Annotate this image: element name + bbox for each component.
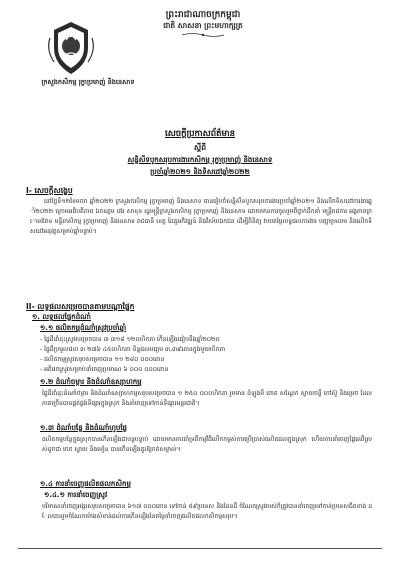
section-1-heading: I- សេចក្តីសង្ខេប: [26, 186, 73, 195]
title-line-2: ស្តីពី: [194, 143, 206, 152]
ministry-emblem-icon: [44, 18, 98, 78]
document-title: [110, 129, 290, 178]
subsection-1-2-paragraph: ផ្ទៃដីដាំដុះដំណាំចម្ការ និងដំណាំឧស្សាហកម្មសរុបសម្រេចបាន ១ ២៥០ ០០០ហិកតា រួមមាន ដំឡូងមី ពោត សណ្តែក ស្វាយចន្ទី កៅស៊ូ និងម្រេច ដែលភាគច្រើនបានផ្គត់ផ្គង់ទីផ្សារក្នុងស្រុក និងនាំចេញទៅកាន់ទីផ្សារអន្តរជាតិ។: [42, 390, 372, 407]
subsection-1-4-heading: ១.៤ ការនាំចេញផលិតផលកសិកម្ម: [40, 480, 131, 488]
ministry-name: ក្រសួងកសិកម្ម រុក្ខាប្រមាញ់ និងនេសាទ: [41, 78, 135, 86]
kingdom-heading: ព្រះរាជាណាចក្រកម្ពុជា: [165, 10, 241, 20]
bullet-item: - ផ្ទៃដីដាំដុះស្រូវសម្រេចបាន ៣ ៣១៨ ១២០ហិកតា កើនឡើងធៀបនឹងឆ្នាំ២០២០: [40, 336, 220, 343]
bullet-item: - អតិរេកស្រូវសម្រាប់នាំចេញប្រមាណ ៦ ០០០ ០០០តោន: [40, 366, 169, 373]
title-line-4: ប្រចាំឆ្នាំ២០២១ និងទិសដៅឆ្នាំ២០២២: [150, 168, 250, 176]
heading-ornament: [180, 32, 226, 38]
subsection-1-3-heading: ១.៣ ដំណាំបន្លែ និងដំណាំហូបផ្លែ: [40, 424, 128, 432]
subsection-1-heading: ១. លទ្ធផលផ្នែកដំណាំ: [32, 313, 91, 321]
title-line-1: សេចក្តីប្រកាសព័ត៌មាន: [165, 129, 235, 139]
section-2-heading: II- លទ្ធផលសម្រេចបានតាមបណ្តាផ្នែក: [26, 302, 135, 311]
national-motto: ជាតិ សាសនា ព្រះមហាក្សត្រ: [163, 21, 243, 30]
bullet-item: - ផលិតកម្មស្រូវសរុបសម្រេចបាន ១១ ២៨០ ០០០តោន: [40, 356, 165, 363]
footer-divider: [18, 548, 382, 549]
section-1-paragraph: នៅថ្ងៃទី១២ខែមករា ឆ្នាំ២០២២ ក្រសួងកសិកម្ម រុក្ខាប្រមាញ់ និងនេសាទ បានរៀបចំសន្និសីទបូកសរុបការងារប្រចាំឆ្នាំ២០២១ និងលើកទិសដៅការងារឆ្នាំ២០២២ ក្រោមអធិបតីភាព ឯកឧត្តម វេង សាខុន រដ្ឋមន្ត្រីក្រសួងកសិកម្ម រុក្ខាប្រមាញ់ និងនេសាទ ដោយមានការចូលរួមពីថ្នាក់ដឹកនាំ មន្ត្រីរាជការ អង្គភាពក្រោមឱវាទ មន្ទីរកសិកម្ម រុក្ខាប្រមាញ់ និងនេសាទ រាជធានី ខេត្ត ដៃគូអភិវឌ្ឍន៍ និងវិស័យឯកជន ដើម្បីពិនិត្យ វាយតម្លៃលទ្ធផលការងារ បញ្ហាប្រឈម និងលើកទិសដៅអនុវត្តសម្រាប់ឆ្នាំបន្ទាប់។: [30, 198, 372, 235]
subsection-1-1-heading: ១.១ ផលិតកម្មដំណាំស្រូវប្រចាំឆ្នាំ: [40, 324, 127, 332]
bullet-item: - ផ្ទៃដីប្រមូលផល ៣ ២៧៦ ៤៥០ហិកតា ទិន្នផលមធ្យម ៣,៣៩តោនក្នុងមួយហិកតា: [40, 346, 226, 353]
subsection-1-3-paragraph: ផលិតកម្មបន្លែក្នុងស្រុកបានកើនឡើងជាបន្តបន្ទាប់ ដោយមានការគាំទ្រពីកម្មវិធីលើកកម្ពស់ការប្រើប្រាស់ផលិតផលក្នុងស្រុក ហើយការនាំចេញផ្លែឈើស្រស់ដូចជា ចេក ស្វាយ និងមៀន បានកើនឡើងគួរឱ្យកត់សម្គាល់។: [42, 436, 372, 453]
subsection-1-2-heading: ១.២ ដំណាំចម្ការ និងដំណាំឧស្សាហកម្ម: [40, 378, 142, 386]
subsection-1-4-paragraph: បរិមាណនាំចេញអង្ករសរុបសម្រេចបាន ៦១៧ ០០០តោន ទៅកាន់ ៥៩ប្រទេស និងដែនដី ចំណែកស្រូវរបស់ក៏ត្រូវបាននាំចេញទៅកាន់ប្រទេសជិតខាង ដែលបានរួមចំណែកយ៉ាងសំខាន់ដល់ការកើនឡើងនៃតម្លៃនាំចេញផលិតផលកសិកម្មសរុប។: [42, 503, 372, 520]
title-line-3: សន្និសីទបូកសរុបការងារកសិកម្ម រុក្ខាប្រមាញ់ និងនេសាទ: [127, 156, 273, 164]
subsection-1-4-1-heading: ១.៤.១ ការនាំចេញស្រូវ: [44, 491, 108, 499]
